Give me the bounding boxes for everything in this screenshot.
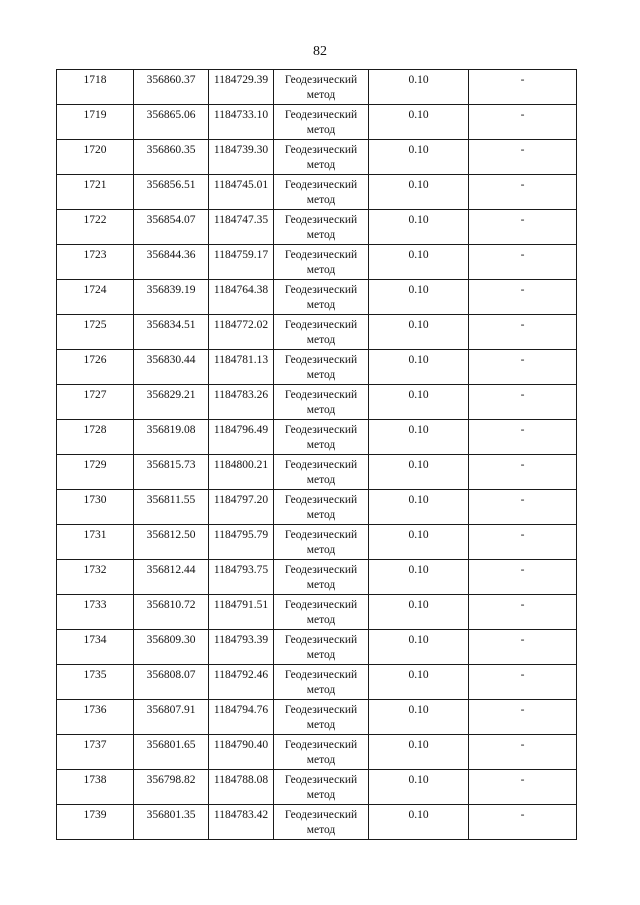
method-cell: Геодезический метод (274, 420, 369, 455)
y-coordinate-cell: 1184790.40 (209, 735, 274, 770)
page-number: 82 (313, 44, 327, 59)
y-coordinate-cell: 1184745.01 (209, 175, 274, 210)
x-coordinate-cell: 356830.44 (134, 350, 209, 385)
method-cell: Геодезический метод (274, 595, 369, 630)
point-number-cell: 1718 (57, 70, 134, 105)
note-cell: - (469, 175, 577, 210)
method-cell: Геодезический метод (274, 665, 369, 700)
table-row (57, 385, 577, 420)
x-coordinate-cell: 356801.65 (134, 735, 209, 770)
x-coordinate-cell: 356844.36 (134, 245, 209, 280)
method-cell: Геодезический метод (274, 700, 369, 735)
y-coordinate-cell: 1184733.10 (209, 105, 274, 140)
note-cell: - (469, 490, 577, 525)
note-cell: - (469, 385, 577, 420)
table-row (57, 420, 577, 455)
accuracy-cell: 0.10 (369, 735, 469, 770)
method-cell: Геодезический метод (274, 770, 369, 805)
note-cell: - (469, 805, 577, 840)
point-number-cell: 1728 (57, 420, 134, 455)
method-cell: Геодезический метод (274, 140, 369, 175)
accuracy-cell: 0.10 (369, 455, 469, 490)
y-coordinate-cell: 1184759.17 (209, 245, 274, 280)
method-cell: Геодезический метод (274, 385, 369, 420)
accuracy-cell: 0.10 (369, 805, 469, 840)
y-coordinate-cell: 1184796.49 (209, 420, 274, 455)
accuracy-cell: 0.10 (369, 665, 469, 700)
note-cell: - (469, 700, 577, 735)
x-coordinate-cell: 356829.21 (134, 385, 209, 420)
table-row (57, 700, 577, 735)
x-coordinate-cell: 356856.51 (134, 175, 209, 210)
y-coordinate-cell: 1184781.13 (209, 350, 274, 385)
table-row (57, 630, 577, 665)
x-coordinate-cell: 356807.91 (134, 700, 209, 735)
method-cell: Геодезический метод (274, 350, 369, 385)
note-cell: - (469, 595, 577, 630)
table-row (57, 455, 577, 490)
table-row (57, 105, 577, 140)
coordinates-table-body (57, 70, 577, 840)
x-coordinate-cell: 356834.51 (134, 315, 209, 350)
table-row (57, 490, 577, 525)
point-number-cell: 1721 (57, 175, 134, 210)
method-cell: Геодезический метод (274, 175, 369, 210)
accuracy-cell: 0.10 (369, 490, 469, 525)
point-number-cell: 1729 (57, 455, 134, 490)
y-coordinate-cell: 1184800.21 (209, 455, 274, 490)
accuracy-cell: 0.10 (369, 560, 469, 595)
accuracy-cell: 0.10 (369, 280, 469, 315)
point-number-cell: 1736 (57, 700, 134, 735)
note-cell: - (469, 420, 577, 455)
x-coordinate-cell: 356854.07 (134, 210, 209, 245)
note-cell: - (469, 70, 577, 105)
note-cell: - (469, 525, 577, 560)
method-cell: Геодезический метод (274, 70, 369, 105)
note-cell: - (469, 455, 577, 490)
note-cell: - (469, 735, 577, 770)
table-row (57, 665, 577, 700)
accuracy-cell: 0.10 (369, 315, 469, 350)
table-row (57, 315, 577, 350)
table-row (57, 735, 577, 770)
method-cell: Геодезический метод (274, 105, 369, 140)
accuracy-cell: 0.10 (369, 210, 469, 245)
point-number-cell: 1735 (57, 665, 134, 700)
method-cell: Геодезический метод (274, 560, 369, 595)
note-cell: - (469, 105, 577, 140)
y-coordinate-cell: 1184793.75 (209, 560, 274, 595)
x-coordinate-cell: 356812.50 (134, 525, 209, 560)
point-number-cell: 1722 (57, 210, 134, 245)
method-cell: Геодезический метод (274, 735, 369, 770)
table-row (57, 560, 577, 595)
y-coordinate-cell: 1184795.79 (209, 525, 274, 560)
note-cell: - (469, 280, 577, 315)
method-cell: Геодезический метод (274, 630, 369, 665)
point-number-cell: 1726 (57, 350, 134, 385)
y-coordinate-cell: 1184793.39 (209, 630, 274, 665)
table-row (57, 140, 577, 175)
accuracy-cell: 0.10 (369, 770, 469, 805)
note-cell: - (469, 665, 577, 700)
x-coordinate-cell: 356815.73 (134, 455, 209, 490)
table-row (57, 175, 577, 210)
y-coordinate-cell: 1184739.30 (209, 140, 274, 175)
x-coordinate-cell: 356860.35 (134, 140, 209, 175)
x-coordinate-cell: 356811.55 (134, 490, 209, 525)
y-coordinate-cell: 1184788.08 (209, 770, 274, 805)
table-row (57, 245, 577, 280)
method-cell: Геодезический метод (274, 525, 369, 560)
point-number-cell: 1725 (57, 315, 134, 350)
y-coordinate-cell: 1184729.39 (209, 70, 274, 105)
accuracy-cell: 0.10 (369, 350, 469, 385)
accuracy-cell: 0.10 (369, 525, 469, 560)
accuracy-cell: 0.10 (369, 105, 469, 140)
table-row (57, 280, 577, 315)
x-coordinate-cell: 356812.44 (134, 560, 209, 595)
point-number-cell: 1724 (57, 280, 134, 315)
y-coordinate-cell: 1184764.38 (209, 280, 274, 315)
y-coordinate-cell: 1184791.51 (209, 595, 274, 630)
accuracy-cell: 0.10 (369, 420, 469, 455)
y-coordinate-cell: 1184794.76 (209, 700, 274, 735)
x-coordinate-cell: 356809.30 (134, 630, 209, 665)
table-row (57, 595, 577, 630)
accuracy-cell: 0.10 (369, 700, 469, 735)
x-coordinate-cell: 356860.37 (134, 70, 209, 105)
y-coordinate-cell: 1184772.02 (209, 315, 274, 350)
x-coordinate-cell: 356798.82 (134, 770, 209, 805)
method-cell: Геодезический метод (274, 490, 369, 525)
accuracy-cell: 0.10 (369, 175, 469, 210)
table-row (57, 70, 577, 105)
point-number-cell: 1734 (57, 630, 134, 665)
x-coordinate-cell: 356808.07 (134, 665, 209, 700)
point-number-cell: 1723 (57, 245, 134, 280)
note-cell: - (469, 560, 577, 595)
point-number-cell: 1737 (57, 735, 134, 770)
x-coordinate-cell: 356801.35 (134, 805, 209, 840)
x-coordinate-cell: 356839.19 (134, 280, 209, 315)
note-cell: - (469, 350, 577, 385)
accuracy-cell: 0.10 (369, 245, 469, 280)
table-row (57, 525, 577, 560)
accuracy-cell: 0.10 (369, 630, 469, 665)
y-coordinate-cell: 1184797.20 (209, 490, 274, 525)
coordinates-table (56, 69, 577, 840)
point-number-cell: 1727 (57, 385, 134, 420)
method-cell: Геодезический метод (274, 455, 369, 490)
method-cell: Геодезический метод (274, 315, 369, 350)
y-coordinate-cell: 1184783.42 (209, 805, 274, 840)
x-coordinate-cell: 356810.72 (134, 595, 209, 630)
x-coordinate-cell: 356865.06 (134, 105, 209, 140)
table-row (57, 210, 577, 245)
note-cell: - (469, 245, 577, 280)
point-number-cell: 1730 (57, 490, 134, 525)
accuracy-cell: 0.10 (369, 70, 469, 105)
point-number-cell: 1738 (57, 770, 134, 805)
method-cell: Геодезический метод (274, 805, 369, 840)
method-cell: Геодезический метод (274, 210, 369, 245)
accuracy-cell: 0.10 (369, 385, 469, 420)
point-number-cell: 1731 (57, 525, 134, 560)
point-number-cell: 1720 (57, 140, 134, 175)
y-coordinate-cell: 1184792.46 (209, 665, 274, 700)
table-row (57, 770, 577, 805)
point-number-cell: 1733 (57, 595, 134, 630)
accuracy-cell: 0.10 (369, 140, 469, 175)
method-cell: Геодезический метод (274, 245, 369, 280)
y-coordinate-cell: 1184747.35 (209, 210, 274, 245)
point-number-cell: 1739 (57, 805, 134, 840)
note-cell: - (469, 210, 577, 245)
table-row (57, 805, 577, 840)
point-number-cell: 1719 (57, 105, 134, 140)
accuracy-cell: 0.10 (369, 595, 469, 630)
y-coordinate-cell: 1184783.26 (209, 385, 274, 420)
x-coordinate-cell: 356819.08 (134, 420, 209, 455)
note-cell: - (469, 770, 577, 805)
table-row (57, 350, 577, 385)
note-cell: - (469, 630, 577, 665)
method-cell: Геодезический метод (274, 280, 369, 315)
note-cell: - (469, 140, 577, 175)
note-cell: - (469, 315, 577, 350)
point-number-cell: 1732 (57, 560, 134, 595)
